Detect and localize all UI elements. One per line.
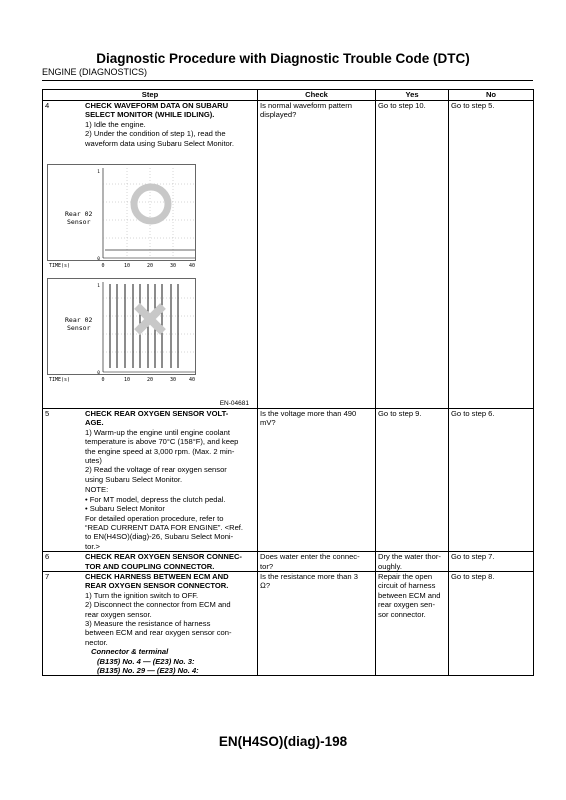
abnormal-waveform-graph: [47, 278, 197, 382]
step-instructions: 1) Idle the engine. 2) Under the condition of step 1), read the waveform data using Subaru Select Monitor.: [85, 119, 235, 148]
page-title: Diagnostic Procedure with Diagnostic Trouble Code (DTC): [96, 51, 470, 66]
svg-text:0: 0: [97, 371, 100, 377]
table-row-step-6: [43, 552, 534, 572]
step-heading: CHECK REAR OXYGEN SENSOR VOLT- AGE.: [85, 409, 229, 428]
connector-terminal-block: Connector & terminal (B135) No. 4 — (E23) No. 3: (B135) No. 29 — (E23) No. 4:: [91, 647, 199, 675]
normal-waveform-graph: [47, 164, 197, 268]
svg-text:1: 1: [97, 170, 100, 176]
step-cell: [43, 552, 258, 572]
step-instructions: 1) Turn the ignition switch to OFF. 2) Disconnect the connector from ECM and rear oxygen sensor. 3) Measure the resistance of harness between ECM and rear oxygen sensor con- nector.: [85, 590, 232, 647]
step-number: 6: [45, 552, 50, 562]
yes-cell: Dry the water thor- oughly.: [376, 552, 449, 572]
check-cell: Is the resistance more than 3 Ω?: [258, 571, 376, 675]
no-cell: Go to step 6.: [449, 409, 534, 552]
svg-text:30: 30: [169, 377, 177, 383]
no-cell: Go to step 8.: [449, 571, 534, 675]
check-cell: Is the voltage more than 490 mV?: [258, 409, 376, 552]
page-code: EN(H4SO)(diag)-198: [218, 734, 348, 749]
table-row-step-7: [43, 571, 534, 675]
figure-id: EN-04681: [219, 399, 249, 407]
diagnostic-table: [42, 89, 534, 676]
svg-text:0: 0: [97, 257, 100, 263]
yes-cell: Go to step 9.: [376, 409, 449, 552]
table-row-step-4: [43, 101, 534, 409]
svg-text:20: 20: [146, 377, 154, 383]
step-cell: [43, 409, 258, 552]
section-label: ENGINE (DIAGNOSTICS): [42, 67, 148, 77]
column-header-yes: Yes: [376, 90, 449, 101]
svg-text:40: 40: [188, 377, 196, 383]
header-rule: [42, 80, 533, 81]
svg-text:Sensor: Sensor: [67, 218, 91, 227]
no-cell: Go to step 7.: [449, 552, 534, 572]
svg-text:Rear 02: Rear 02: [65, 210, 93, 219]
svg-text:Sensor: Sensor: [67, 324, 91, 333]
note-block: NOTE: • For MT model, depress the clutch pedal. • Subaru Select Monitor For detailed operation procedure, refer to “READ CURRENT DATA FOR ENGINE”. <Ref. to EN(H4SO)(diag)-26, Subaru Select Moni- tor.>: [85, 485, 255, 551]
table-header-row: [43, 90, 534, 101]
yes-cell: Repair the open circuit of harness between ECM and rear oxygen sen- sor connector.: [376, 571, 449, 675]
check-cell: Does water enter the connec- tor?: [258, 552, 376, 572]
svg-text:10: 10: [123, 377, 131, 383]
yes-cell: Go to step 10.: [376, 101, 449, 409]
column-header-step: Step: [43, 90, 258, 101]
step-heading: CHECK REAR OXYGEN SENSOR CONNEC- TOR AND COUPLING CONNECTOR.: [85, 552, 242, 571]
column-header-no: No: [449, 90, 534, 101]
svg-text:0: 0: [101, 263, 105, 269]
no-cell: Go to step 5.: [449, 101, 534, 409]
check-cell: Is normal waveform pattern displayed?: [258, 101, 376, 409]
svg-text:TIME(s): TIME(s): [49, 377, 71, 383]
step-number: 5: [45, 409, 50, 419]
step-instructions: 1) Warm-up the engine until engine coolant temperature is above 70°C (158°F), and keep the engine speed at 3,000 rpm. (Max. 2 min- utes) 2) Read the voltage of rear oxygen sensor using Subaru Select Monitor.: [85, 427, 239, 484]
step-cell: [43, 571, 258, 675]
svg-text:0: 0: [101, 377, 105, 383]
column-header-check: Check: [258, 90, 376, 101]
svg-text:1: 1: [97, 284, 100, 290]
svg-text:30: 30: [169, 263, 177, 269]
step-cell: [43, 101, 258, 409]
svg-text:40: 40: [188, 263, 196, 269]
svg-text:Rear 02: Rear 02: [65, 316, 93, 325]
svg-text:TIME(s): TIME(s): [49, 263, 71, 269]
step-number: 4: [45, 101, 50, 110]
svg-text:10: 10: [123, 263, 131, 269]
step-number: 7: [45, 571, 50, 581]
table-row-step-5: [43, 409, 534, 552]
waveform-figure: [45, 152, 255, 408]
step-heading: CHECK WAVEFORM DATA ON SUBARU SELECT MONITOR (WHILE IDLING).: [85, 101, 229, 120]
step-heading: CHECK HARNESS BETWEEN ECM AND REAR OXYGEN SENSOR CONNECTOR.: [85, 571, 229, 591]
svg-text:20: 20: [146, 263, 154, 269]
